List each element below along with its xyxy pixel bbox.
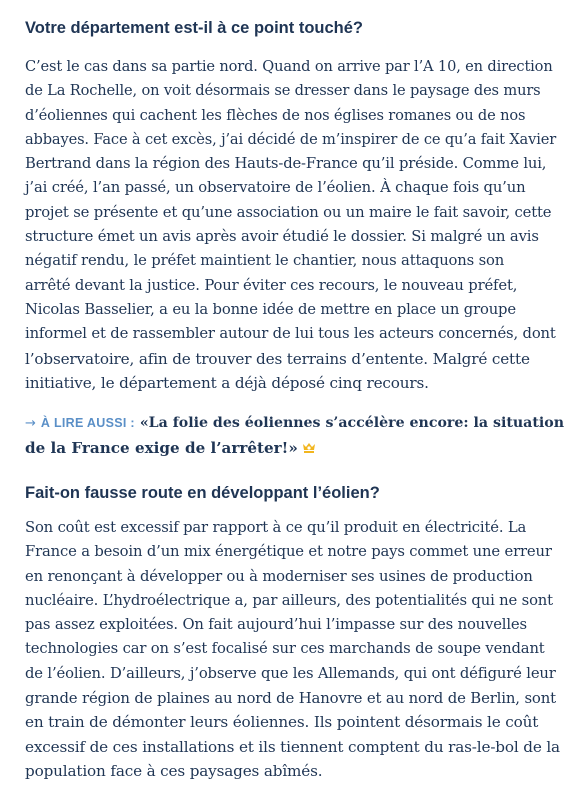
question-heading-2: Fait-on fausse route en développant l’éolien? — [25, 484, 380, 502]
paragraph-line: l’observatoire, afin de trouver des terrains d’entente. Malgré cette — [25, 349, 530, 368]
paragraph-line: C’est le cas dans sa partie nord. Quand on arrive par l’A 10, en direction — [25, 58, 553, 75]
paragraph-line: pas assez exploitées. On fait aujourd’hui l’impasse sur des nouvelles — [25, 616, 527, 634]
read-also-label: À LIRE AUSSI : — [40, 416, 135, 430]
answer-paragraph-2 — [25, 516, 560, 783]
answer-paragraph-1 — [25, 55, 556, 395]
paragraph-line: de l’éolien. D’ailleurs, j’observe que les Allemands, qui ont défiguré leur — [25, 664, 556, 682]
paragraph-line: Bertrand dans la région des Hauts-de-France qu’il préside. Comme lui, — [25, 155, 547, 173]
paragraph-line: initiative, le département a déjà déposé cinq recours. — [25, 373, 429, 392]
read-also-block — [25, 411, 564, 462]
paragraph-line: de La Rochelle, on voit désormais se dresser dans le paysage des murs — [25, 82, 541, 100]
paragraph-line: Son coût est excessif par rapport à ce qu’il produit en électricité. La — [25, 519, 527, 536]
arrow-right-icon: → — [25, 416, 36, 431]
paragraph-line: grande région de plaines au nord de Hanovre et au nord de Berlin, sont — [25, 689, 556, 708]
paragraph-line: en renonçant à développer ou à moderniser ses usines de production — [25, 567, 533, 585]
paragraph-line: abbayes. Face à cet excès, j’ai décidé de m’inspirer de ce qu’a fait Xavier — [25, 130, 557, 148]
paragraph-line: négatif rendu, le préfet maintient le chantier, nous attaquons son — [25, 252, 505, 270]
paragraph-line: en train de démonter leurs éoliennes. Ils pointent désormais le coût — [25, 713, 539, 732]
premium-crown-icon — [302, 437, 316, 461]
paragraph-line: Nicolas Basselier, a eu la bonne idée de mettre en place un groupe — [25, 300, 516, 318]
question-heading-1: Votre département est-il à ce point touché? — [25, 19, 364, 37]
paragraph-line: j’ai créé, l’an passé, un observatoire de l’éolien. À chaque fois qu’un — [25, 179, 526, 197]
paragraph-line: population face à ces paysages abîmés. — [25, 761, 323, 780]
paragraph-line: nucléaire. L’hydroélectrique a, par ailleurs, des potentialités qui ne sont — [25, 591, 553, 609]
paragraph-line: projet se présente et qu’une association ou un maire le fait savoir, cette — [25, 203, 552, 221]
read-also-link[interactable]: «La folie des éoliennes s’accélère encore: la situation — [139, 415, 564, 431]
paragraph-line: d’éoliennes qui cachent les flèches de nos églises romanes ou de nos — [25, 106, 526, 124]
paragraph-line: arrêté devant la justice. Pour éviter ces recours, le nouveau préfet, — [25, 276, 518, 294]
paragraph-line: informel et de rassembler autour de lui tous les acteurs concernés, dont — [25, 325, 556, 343]
paragraph-line: structure émet un avis après avoir étudié le dossier. Si malgré un avis — [25, 228, 539, 246]
read-also-link-cont[interactable]: de la France exige de l’arrêter!» — [25, 439, 298, 458]
paragraph-line: France a besoin d’un mix énergétique et notre pays commet une erreur — [25, 543, 552, 561]
paragraph-line: excessif de ces installations et ils tiennent comptent du ras-le-bol de la — [25, 737, 560, 756]
paragraph-line: technologies car on s’est focalisé sur ces marchands de soupe vendant — [25, 640, 545, 658]
